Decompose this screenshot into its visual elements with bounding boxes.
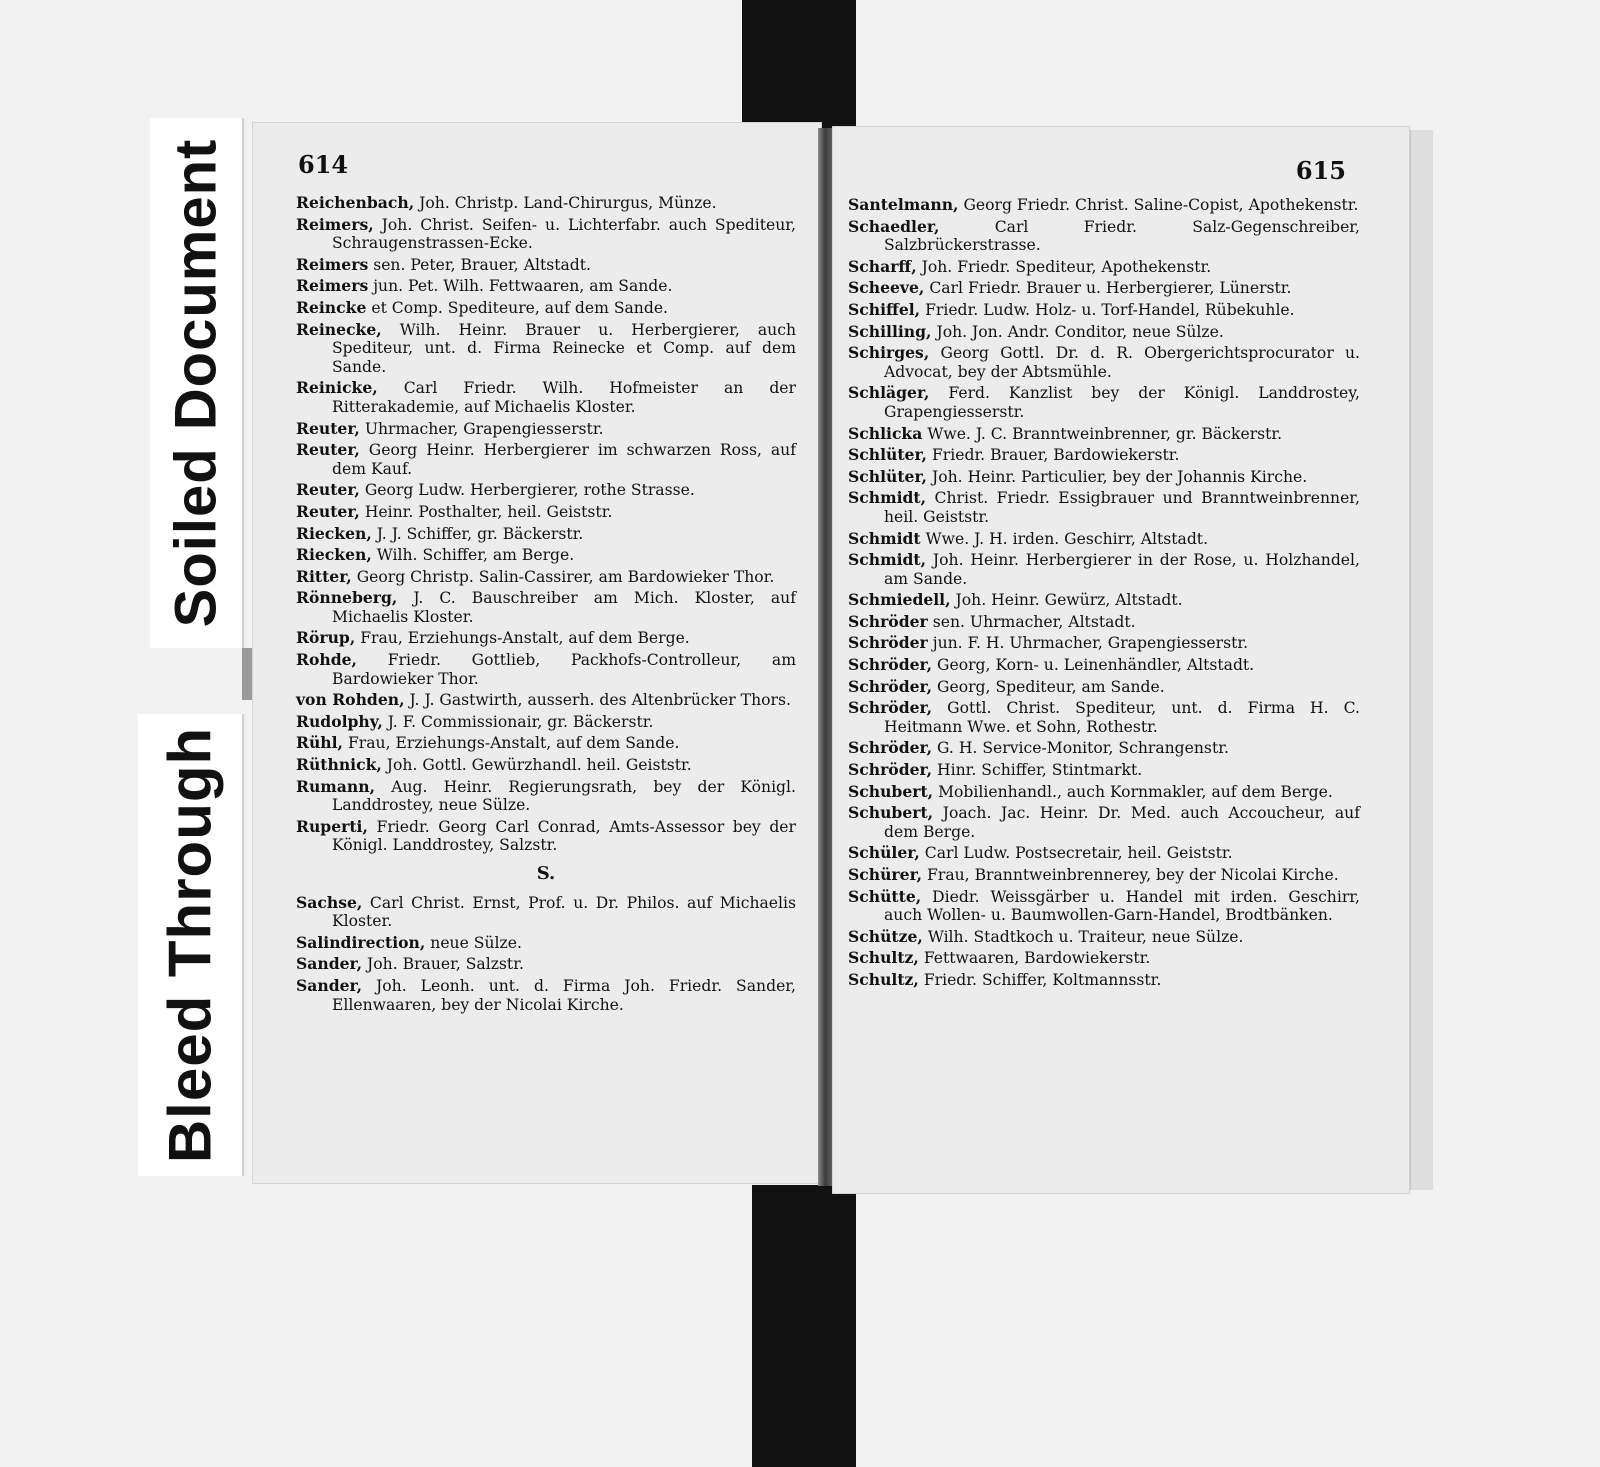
directory-entry bbox=[848, 551, 1360, 588]
entry-details: Wwe. J. C. Branntweinbrenner, gr. Bäckerstr. bbox=[927, 424, 1283, 443]
entry-details: Georg Ludw. Herbergierer, rothe Strasse. bbox=[364, 481, 695, 500]
entry-details: Georg Friedr. Christ. Saline-Copist, Apothekenstr. bbox=[963, 196, 1359, 214]
entry-name: Schlüter, bbox=[848, 445, 927, 465]
directory-entry bbox=[296, 299, 796, 318]
entry-details: Carl Friedr. Brauer u. Herbergierer, Lünerstr. bbox=[929, 279, 1292, 298]
directory-entry bbox=[296, 691, 796, 710]
entry-details: Wilh. Stadtkoch u. Traiteur, neue Sülze. bbox=[927, 927, 1244, 946]
directory-entry bbox=[848, 949, 1360, 968]
entry-details: Joh. Friedr. Spediteur, Apothekenstr. bbox=[921, 257, 1212, 276]
entry-details: Joh. Heinr. Particulier, bey der Johannis Kirche. bbox=[931, 467, 1308, 486]
directory-entry bbox=[848, 699, 1360, 736]
entry-details: Joh. Brauer, Salzstr. bbox=[367, 955, 524, 974]
entry-details: Wilh. Heinr. Brauer u. Herbergierer, auch Spediteur, unt. d. Firma Reinecke et Comp. auf dem Sande. bbox=[332, 320, 796, 376]
directory-entry bbox=[296, 379, 796, 416]
entry-details: Joh. Christp. Land-Chirurgus, Münze. bbox=[419, 194, 717, 212]
entry-details: Aug. Heinr. Regierungsrath, bey der Königl. Landdrostey, neue Sülze. bbox=[332, 777, 796, 815]
entry-details: Mobilienhandl., auch Kornmakler, auf dem Berge. bbox=[938, 782, 1333, 801]
directory-entry bbox=[296, 546, 796, 565]
directory-entry bbox=[848, 218, 1360, 255]
entry-details: Joh. Heinr. Herbergierer in der Rose, u. Holzhandel, am Sande. bbox=[884, 551, 1360, 588]
entry-details: jun. Pet. Wilh. Fettwaaren, am Sande. bbox=[373, 277, 673, 296]
directory-entry bbox=[848, 761, 1360, 780]
directory-entry bbox=[848, 301, 1360, 320]
entry-name: Riecken, bbox=[296, 545, 372, 565]
entry-name: Schultz, bbox=[848, 948, 919, 968]
entry-name: Scharff, bbox=[848, 256, 917, 276]
entry-name: Ritter, bbox=[296, 566, 352, 586]
entry-details: Hinr. Schiffer, Stintmarkt. bbox=[937, 761, 1143, 780]
directory-entry bbox=[296, 441, 796, 478]
entry-details: Joh. Leonh. unt. d. Firma Joh. Friedr. Sander, Ellenwaaren, bey der Nicolai Kirche. bbox=[332, 976, 796, 1014]
page-edge bbox=[1410, 130, 1433, 1190]
page-number-left: 614 bbox=[298, 150, 349, 179]
entry-name: Reichenbach, bbox=[296, 193, 415, 212]
entry-details: Georg Christp. Salin-Cassirer, am Bardowieker Thor. bbox=[356, 567, 775, 586]
entry-details: Friedr. Georg Carl Conrad, Amts-Assessor bey der Königl. Landdrostey, Salzstr. bbox=[332, 817, 796, 855]
right-entries bbox=[848, 196, 1360, 993]
entry-name: Scheeve, bbox=[848, 278, 925, 298]
directory-entry bbox=[848, 739, 1360, 758]
entry-name: Schultz, bbox=[848, 969, 919, 989]
directory-entry bbox=[296, 894, 796, 931]
entry-details: jun. F. H. Uhrmacher, Grapengiesserstr. bbox=[932, 634, 1249, 653]
page-number-right: 615 bbox=[1295, 156, 1346, 185]
entry-name: Riecken, bbox=[296, 523, 372, 543]
directory-entry bbox=[296, 629, 796, 648]
entry-name: Schlüter, bbox=[848, 466, 927, 486]
directory-entry bbox=[848, 446, 1360, 465]
entry-details: Joach. Jac. Heinr. Dr. Med. auch Accoucheur, auf dem Berge. bbox=[884, 804, 1360, 841]
entry-details: Heinr. Posthalter, heil. Geiststr. bbox=[364, 502, 613, 521]
entry-details: Carl Ludw. Postsecretair, heil. Geiststr. bbox=[924, 844, 1233, 863]
entry-name: Schröder, bbox=[848, 760, 933, 780]
entry-name: Santelmann, bbox=[848, 195, 959, 214]
entry-name: Reimers bbox=[296, 254, 369, 274]
directory-entry bbox=[296, 420, 796, 439]
directory-entry bbox=[848, 468, 1360, 487]
entry-name: Reimers, bbox=[296, 214, 374, 234]
bleed-through-text: Bleed Through bbox=[156, 726, 224, 1164]
directory-entry bbox=[296, 778, 796, 815]
entry-name: Rohde, bbox=[296, 650, 357, 670]
directory-entry bbox=[296, 955, 796, 974]
entry-name: Schläger, bbox=[848, 383, 930, 403]
entry-name: Schütze, bbox=[848, 926, 923, 946]
entry-name: von Rohden, bbox=[296, 690, 405, 710]
entry-details: et Comp. Spediteure, auf dem Sande. bbox=[371, 298, 669, 317]
directory-entry bbox=[848, 344, 1360, 381]
directory-entry bbox=[848, 971, 1360, 990]
entry-name: Rudolphy, bbox=[296, 711, 383, 731]
entry-name: Schröder, bbox=[848, 655, 933, 675]
directory-entry bbox=[296, 321, 796, 377]
entry-details: Friedr. Gottlieb, Packhofs-Controlleur, am Bardowieker Thor. bbox=[332, 651, 796, 688]
entry-details: Fettwaaren, Bardowiekerstr. bbox=[923, 949, 1151, 968]
entry-details: Ferd. Kanzlist bey der Königl. Landdrostey, Grapengiesserstr. bbox=[884, 384, 1360, 421]
directory-entry bbox=[848, 425, 1360, 444]
entry-details: Carl Christ. Ernst, Prof. u. Dr. Philos. auf Michaelis Kloster. bbox=[332, 893, 796, 931]
entry-details: Georg, Spediteur, am Sande. bbox=[937, 677, 1165, 696]
binding-strip-top bbox=[742, 0, 856, 132]
entry-name: Schmiedell, bbox=[848, 590, 951, 610]
directory-entry bbox=[848, 634, 1360, 653]
entry-details: sen. Peter, Brauer, Altstadt. bbox=[373, 255, 591, 274]
directory-entry bbox=[296, 977, 796, 1014]
soiled-document-text: Soiled Document bbox=[163, 138, 229, 628]
entry-details: Georg Heinr. Herbergierer im schwarzen Ross, auf dem Kauf. bbox=[332, 441, 796, 478]
entry-details: Georg Gottl. Dr. d. R. Obergerichtsprocurator u. Advocat, bey der Abtsmühle. bbox=[884, 344, 1360, 381]
directory-entry bbox=[296, 934, 796, 953]
entry-details: Joh. Jon. Andr. Conditor, neue Sülze. bbox=[936, 322, 1224, 341]
entry-name: Reinicke, bbox=[296, 378, 378, 398]
entry-name: Schütte, bbox=[848, 886, 922, 906]
directory-entry bbox=[296, 734, 796, 753]
entry-details: J. C. Bauschreiber am Mich. Kloster, auf Michaelis Kloster. bbox=[332, 589, 796, 626]
directory-entry bbox=[296, 194, 796, 213]
right-page bbox=[832, 126, 1410, 1194]
entry-name: Schaedler, bbox=[848, 216, 940, 236]
entry-name: Schröder, bbox=[848, 698, 933, 718]
entry-name: Reuter, bbox=[296, 480, 360, 500]
entry-details: sen. Uhrmacher, Altstadt. bbox=[932, 612, 1136, 631]
entry-details: Friedr. Brauer, Bardowiekerstr. bbox=[931, 446, 1180, 465]
directory-entry bbox=[296, 503, 796, 522]
entry-details: Friedr. Ludw. Holz- u. Torf-Handel, Rübekuhle. bbox=[925, 300, 1295, 319]
entry-details: Georg, Korn- u. Leinenhändler, Altstadt. bbox=[937, 656, 1255, 675]
entry-name: Rönneberg, bbox=[296, 588, 398, 608]
entry-details: Frau, Erziehungs-Anstalt, auf dem Sande. bbox=[347, 734, 680, 753]
entry-name: Ruperti, bbox=[296, 816, 368, 836]
directory-entry bbox=[848, 783, 1360, 802]
directory-entry bbox=[848, 591, 1360, 610]
entry-name: Schröder, bbox=[848, 738, 933, 758]
entry-name: Schüler, bbox=[848, 843, 920, 863]
entry-details: Joh. Gottl. Gewürzhandl. heil. Geiststr. bbox=[386, 756, 692, 775]
directory-entry bbox=[848, 656, 1360, 675]
directory-entry bbox=[296, 481, 796, 500]
entry-details: Wwe. J. H. irden. Geschirr, Altstadt. bbox=[925, 529, 1209, 548]
entry-details: Christ. Friedr. Essigbrauer und Branntweinbrenner, heil. Geiststr. bbox=[884, 489, 1360, 526]
directory-entry bbox=[848, 928, 1360, 947]
entry-name: Reuter, bbox=[296, 501, 360, 521]
entry-details: J. J. Schiffer, gr. Bäckerstr. bbox=[376, 524, 584, 543]
entry-name: Reincke bbox=[296, 297, 367, 317]
entry-details: Frau, Erziehungs-Anstalt, auf dem Berge. bbox=[360, 629, 690, 648]
entry-name: Reimers bbox=[296, 276, 369, 296]
entry-details: Friedr. Schiffer, Koltmannsstr. bbox=[923, 970, 1162, 989]
entry-name: Schilling, bbox=[848, 321, 932, 341]
left-entries-s bbox=[296, 894, 796, 1015]
directory-entry bbox=[848, 279, 1360, 298]
directory-entry bbox=[296, 756, 796, 775]
entry-name: Reinecke, bbox=[296, 319, 382, 339]
entry-details: Uhrmacher, Grapengiesserstr. bbox=[364, 419, 604, 438]
entry-name: Schirges, bbox=[848, 343, 930, 363]
entry-name: Rühl, bbox=[296, 733, 343, 753]
directory-entry bbox=[848, 678, 1360, 697]
entry-details: Gottl. Christ. Spediteur, unt. d. Firma H. C. Heitmann Wwe. et Sohn, Rothestr. bbox=[884, 699, 1360, 736]
directory-entry bbox=[848, 489, 1360, 526]
directory-entry bbox=[848, 196, 1360, 215]
left-page bbox=[252, 122, 822, 1184]
directory-entry bbox=[296, 525, 796, 544]
entry-name: Sachse, bbox=[296, 892, 363, 912]
directory-entry bbox=[296, 589, 796, 626]
binding-strip-bottom bbox=[752, 1185, 856, 1467]
directory-entry bbox=[848, 888, 1360, 925]
entry-name: Schubert, bbox=[848, 781, 934, 801]
entry-details: Diedr. Weissgärber u. Handel mit irden. Geschirr, auch Wollen- u. Baumwollen-Garn-Handel, Brodtbänken. bbox=[884, 887, 1360, 925]
directory-entry bbox=[848, 613, 1360, 632]
entry-name: Schubert, bbox=[848, 803, 934, 823]
entry-details: Carl Friedr. Wilh. Hofmeister an der Ritterakademie, auf Michaelis Kloster. bbox=[332, 379, 796, 416]
entry-name: Sander, bbox=[296, 975, 363, 995]
directory-entry bbox=[296, 713, 796, 732]
entry-details: Joh. Christ. Seifen- u. Lichterfabr. auch Spediteur, Schraugenstrassen-Ecke. bbox=[332, 215, 796, 253]
directory-entry bbox=[848, 530, 1360, 549]
left-entries-r bbox=[296, 194, 796, 855]
entry-name: Rumann, bbox=[296, 776, 376, 796]
entry-details: Joh. Heinr. Gewürz, Altstadt. bbox=[955, 591, 1183, 610]
entry-name: Schmidt, bbox=[848, 488, 927, 508]
left-entries bbox=[296, 194, 796, 1017]
entry-details: Carl Friedr. Salz-Gegenschreiber, Salzbrückerstrasse. bbox=[884, 217, 1360, 255]
entry-name: Schröder bbox=[848, 611, 928, 631]
entry-details: J. J. Gastwirth, ausserh. des Altenbrücker Thors. bbox=[409, 691, 791, 710]
entry-details: G. H. Service-Monitor, Schrangenstr. bbox=[937, 739, 1229, 758]
directory-entry bbox=[848, 844, 1360, 863]
directory-entry bbox=[296, 818, 796, 855]
bleed-through-label bbox=[138, 714, 244, 1176]
directory-entry bbox=[848, 866, 1360, 885]
entry-name: Sander, bbox=[296, 954, 363, 974]
entry-name: Schröder bbox=[848, 633, 928, 653]
soiled-document-label bbox=[150, 118, 244, 648]
directory-entry bbox=[296, 256, 796, 275]
entry-name: Reuter, bbox=[296, 440, 360, 460]
directory-entry bbox=[848, 804, 1360, 841]
entry-name: Rörup, bbox=[296, 628, 356, 648]
entry-name: Schröder, bbox=[848, 676, 933, 696]
entry-name: Schmidt, bbox=[848, 550, 927, 570]
entry-details: J. F. Commissionair, gr. Bäckerstr. bbox=[387, 712, 654, 731]
entry-name: Schiffel, bbox=[848, 299, 921, 319]
section-letter-s: S. bbox=[536, 863, 556, 884]
entry-name: Rüthnick, bbox=[296, 755, 382, 775]
entry-name: Schmidt bbox=[848, 528, 921, 548]
entry-details: Wilh. Schiffer, am Berge. bbox=[376, 546, 575, 565]
entry-name: Schürer, bbox=[848, 865, 923, 884]
directory-entry bbox=[848, 258, 1360, 277]
entry-details: neue Sülze. bbox=[430, 933, 522, 952]
entry-name: Schlicka bbox=[848, 423, 923, 443]
directory-entry bbox=[848, 384, 1360, 421]
directory-entry bbox=[848, 323, 1360, 342]
entry-name: Salindirection, bbox=[296, 932, 426, 952]
entry-details: Frau, Branntweinbrennerey, bey der Nicolai Kirche. bbox=[927, 866, 1339, 884]
directory-entry bbox=[296, 216, 796, 253]
directory-entry bbox=[296, 568, 796, 587]
directory-entry bbox=[296, 651, 796, 688]
directory-entry bbox=[296, 277, 796, 296]
entry-name: Reuter, bbox=[296, 418, 360, 438]
